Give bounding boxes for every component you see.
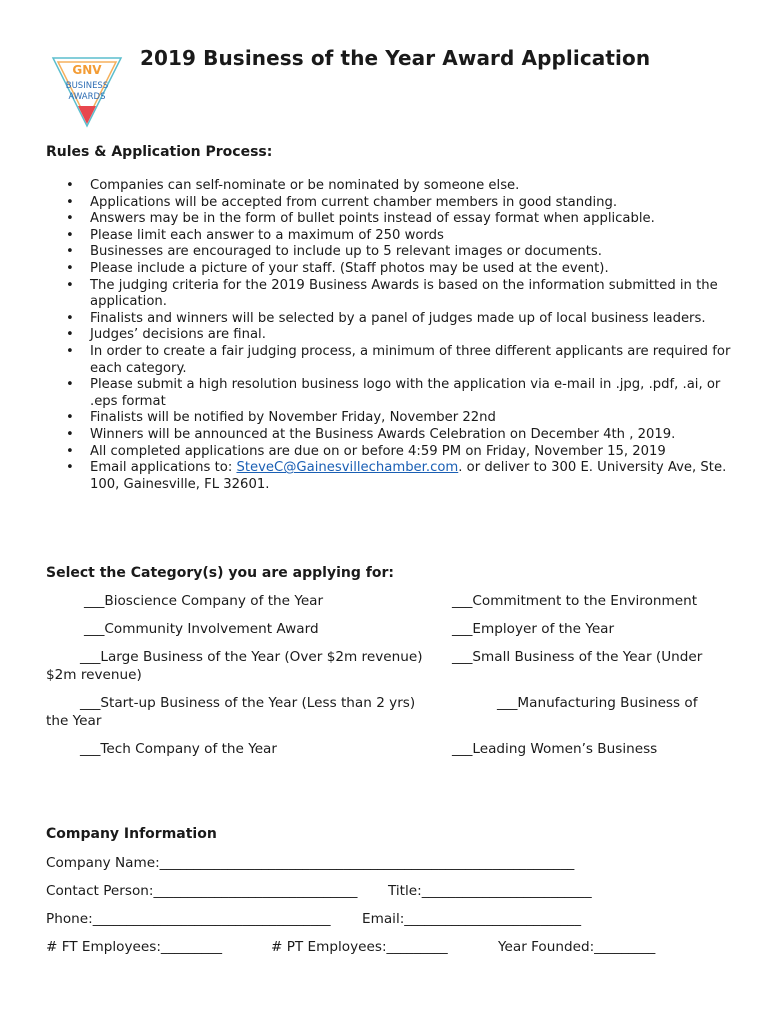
category-large-business[interactable]: ___Large Business of the Year (Over $2m revenue) (80, 649, 423, 665)
company-heading: Company Information (46, 826, 217, 842)
rule-item: • Companies can self-nominate or be nominated by someone else. (64, 178, 734, 195)
category-tech[interactable]: ___Tech Company of the Year (80, 741, 277, 757)
category-environment[interactable]: ___Commitment to the Environment (452, 593, 698, 609)
company-name-field[interactable]: Company Name:_____________________________________________________________ (46, 855, 575, 871)
category-employer[interactable]: ___Employer of the Year (452, 621, 615, 637)
rule-item: • Businesses are encouraged to include up to 5 relevant images or documents. (64, 244, 734, 261)
contact-person-field[interactable]: Contact Person:______________________________ (46, 883, 358, 899)
page-title: 2019 Business of the Year Award Application (140, 46, 651, 70)
rules-heading: Rules & Application Process: (46, 144, 273, 160)
category-manufacturing-cont: the Year (46, 713, 102, 729)
logo-line2: AWARDS (68, 92, 106, 102)
rule-item: • Please submit a high resolution business logo with the application via e-mail in .jpg, .pdf, .ai, or .eps format (64, 377, 734, 410)
rule-item: • Applications will be accepted from current chamber members in good standing. (64, 195, 734, 212)
rule-item-email (64, 460, 734, 493)
categories-heading: Select the Category(s) you are applying for: (46, 565, 394, 581)
email-link[interactable]: SteveC@Gainesvillechamber.com (236, 460, 459, 476)
logo-graphic (50, 52, 124, 128)
pt-employees-field[interactable]: # PT Employees:_________ (271, 939, 448, 955)
rule-item: • All completed applications are due on or before 4:59 PM on Friday, November 15, 2019 (64, 444, 734, 461)
logo-line1: BUSINESS (65, 81, 109, 91)
ft-employees-field[interactable]: # FT Employees:_________ (46, 939, 223, 955)
category-large-business-cont: $2m revenue) (46, 667, 142, 683)
rules-list (64, 178, 734, 493)
rule-item: • Finalists will be notified by November Friday, November 22nd (64, 410, 734, 427)
phone-field[interactable]: Phone:___________________________________ (46, 911, 331, 927)
rule-item: • The judging criteria for the 2019 Business Awards is based on the information submitted in the application. (64, 278, 734, 311)
category-small-business[interactable]: ___Small Business of the Year (Under (452, 649, 703, 665)
category-startup[interactable]: ___Start-up Business of the Year (Less than 2 yrs) (80, 695, 416, 711)
email-suffix: . or deliver to 300 E. University Ave, Ste. 100, Gainesville, FL 32601. (90, 460, 727, 492)
email-field[interactable]: Email:__________________________ (362, 911, 582, 927)
category-leading-women[interactable]: ___Leading Women’s Business (452, 741, 658, 757)
rule-item: • Please include a picture of your staff. (Staff photos may be used at the event). (64, 261, 734, 278)
gnv-business-awards-logo (50, 52, 124, 128)
rule-item: • In order to create a fair judging process, a minimum of three different applicants are required for each category. (64, 344, 734, 377)
rule-item: • Please limit each answer to a maximum of 250 words (64, 228, 734, 245)
rule-item: • Finalists and winners will be selected by a panel of judges made up of local business leaders. (64, 311, 734, 328)
rule-item: • Judges’ decisions are final. (64, 327, 734, 344)
title-field[interactable]: Title:_________________________ (388, 883, 592, 899)
category-manufacturing[interactable]: ___Manufacturing Business of (497, 695, 698, 711)
year-founded-field[interactable]: Year Founded:_________ (498, 939, 656, 955)
rule-item: • Winners will be announced at the Business Awards Celebration on December 4th , 2019. (64, 427, 734, 444)
logo-gnv-text: GNV (72, 63, 102, 77)
category-bioscience[interactable]: ___Bioscience Company of the Year (84, 593, 324, 609)
rule-item: • Answers may be in the form of bullet points instead of essay format when applicable. (64, 211, 734, 228)
category-community[interactable]: ___Community Involvement Award (84, 621, 319, 637)
email-prefix: Email applications to: (90, 460, 237, 476)
